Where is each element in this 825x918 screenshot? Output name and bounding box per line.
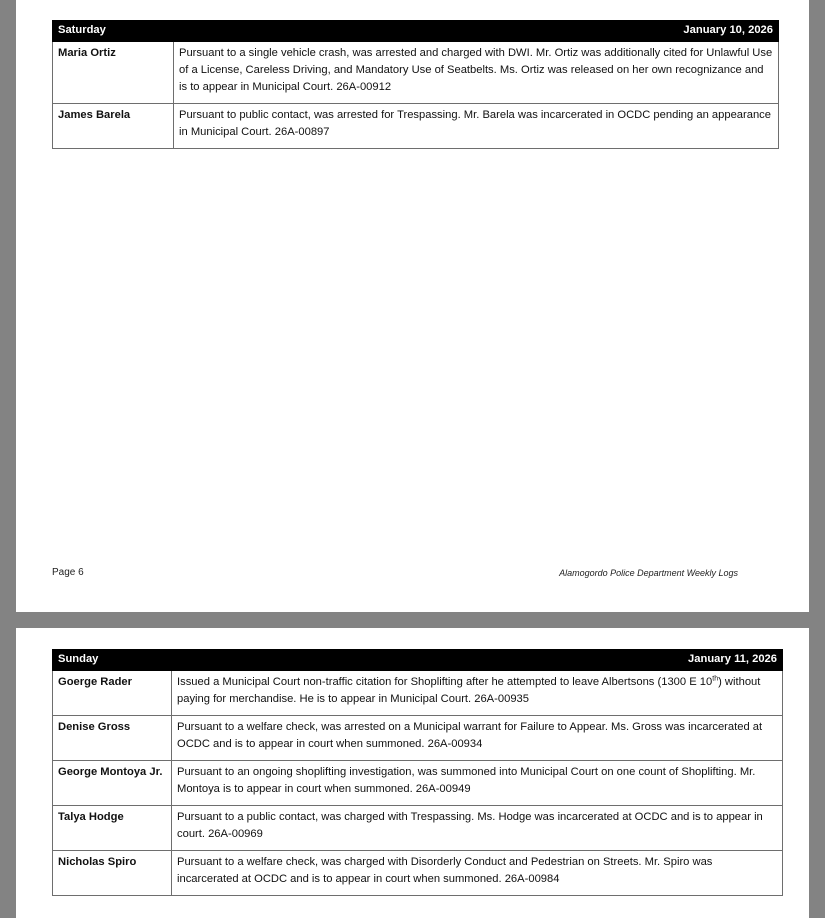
- incident-description: Pursuant to a single vehicle crash, was arrested and charged with DWI. Mr. Ortiz was additionally cited for Unlawful Use of a License, Careless Driving, and Mandatory Use of Seatbelts. Ms. Ortiz was released on her own recognizance and is to appear in Municipal Court. 26A-00912: [174, 42, 779, 104]
- date-label: January 11, 2026: [172, 650, 783, 671]
- person-name: Talya Hodge: [53, 806, 172, 851]
- person-name: James Barela: [53, 104, 174, 149]
- incident-description: Pursuant to a welfare check, was arrested on a Municipal warrant for Failure to Appear. Ms. Gross was incarcerated at OCDC and is to appear in court when summoned. 26A-00934: [172, 716, 783, 761]
- ordinal-suffix: th: [712, 675, 719, 683]
- person-name: Maria Ortiz: [53, 42, 174, 104]
- incident-description: Pursuant to an ongoing shoplifting investigation, was summoned into Municipal Court on one count of Shoplifting. Mr. Montoya is to appear in court when summoned. 26A-00949: [172, 761, 783, 806]
- incident-description: Pursuant to a welfare check, was charged with Disorderly Conduct and Pedestrian on Streets. Mr. Spiro was incarcerated at OCDC and is to appear in court when summoned. 26A-00984: [172, 851, 783, 896]
- person-name: Goerge Rader: [53, 671, 172, 716]
- document-page-6: [16, 0, 809, 612]
- page-number: Page 6: [52, 567, 84, 578]
- incident-description: [172, 671, 783, 716]
- daily-log-table-saturday: [52, 20, 779, 149]
- day-header-row: [53, 650, 783, 671]
- table-row: [53, 851, 783, 896]
- table-row: [53, 716, 783, 761]
- incident-description: Pursuant to public contact, was arrested for Trespassing. Mr. Barela was incarcerated in OCDC pending an appearance in Municipal Court. 26A-00897: [174, 104, 779, 149]
- table-row: [53, 806, 783, 851]
- incident-description: Pursuant to a public contact, was charged with Trespassing. Ms. Hodge was incarcerated at OCDC and is to appear in court. 26A-00969: [172, 806, 783, 851]
- daily-log-table-sunday: [52, 649, 783, 896]
- person-name: Nicholas Spiro: [53, 851, 172, 896]
- day-header-row: [53, 21, 779, 42]
- description-text: ) without paying for merchandise. He is to appear in Municipal Court. 26A-00935: [177, 676, 761, 705]
- table-row: [53, 104, 779, 149]
- document-page-7: [16, 628, 809, 918]
- person-name: George Montoya Jr.: [53, 761, 172, 806]
- date-label: January 10, 2026: [174, 21, 779, 42]
- day-label: Saturday: [53, 21, 174, 42]
- description-text: Issued a Municipal Court non-traffic citation for Shoplifting after he attempted to leave Albertsons (1300 E 10: [177, 676, 713, 688]
- table-row: [53, 761, 783, 806]
- table-row: [53, 671, 783, 716]
- person-name: Denise Gross: [53, 716, 172, 761]
- footer-publication-title: Alamogordo Police Department Weekly Logs: [559, 568, 738, 578]
- table-row: [53, 42, 779, 104]
- day-label: Sunday: [53, 650, 172, 671]
